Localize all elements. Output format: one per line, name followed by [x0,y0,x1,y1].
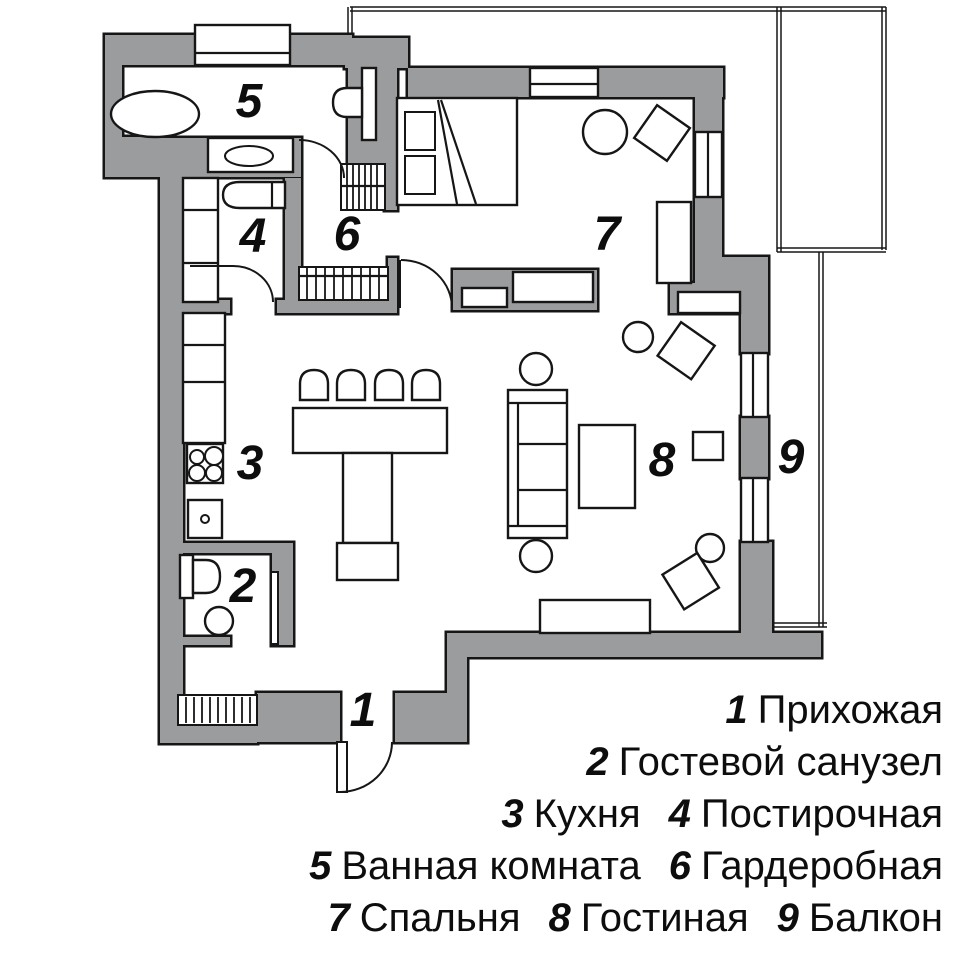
room-label-3: 3 [236,437,264,490]
armchair [658,322,715,379]
faucet [201,515,209,523]
bathroom-window [195,25,290,65]
bedroom-console [657,202,691,283]
wall-niche [678,292,740,313]
legend-row [309,736,943,788]
legend-num: 9 [776,896,799,940]
burner [190,450,204,464]
legend-name: Балкон [808,896,943,940]
bedroom-furniture [397,98,691,283]
legend-num: 1 [725,688,748,732]
laundry-fixtures [183,178,285,302]
burner [206,465,222,481]
pillow [405,112,435,150]
partition-niche [462,288,507,307]
living-window-1 [741,353,768,417]
legend-num: 4 [668,792,691,836]
table-pedestal [343,453,392,543]
legend-num: 6 [668,844,692,888]
bedroom-door-arc [401,260,452,308]
pouf [583,110,627,154]
kitchen-counter [183,313,225,443]
bathroom-sink [225,146,273,166]
room-label-5: 5 [235,75,263,128]
legend-row [309,840,943,892]
living-window-2 [741,478,768,542]
room-label-4: 4 [239,210,267,263]
burner [189,465,205,481]
legend-name: Кухня [533,792,641,836]
bathtub [111,91,199,137]
wc-door-leaf [271,572,278,644]
room-label-2: 2 [229,560,257,613]
legend-name: Гостевой санузел [618,740,943,784]
island-bar [293,408,447,453]
tv-sideboard [540,600,650,633]
laundry-door-arc [233,266,273,302]
bathroom-door-arc [299,140,344,178]
toilet-bathroom [333,88,362,117]
coffee-table [579,425,635,508]
legend-name: Ванная комната [341,844,641,888]
side-table [520,540,552,572]
stool [337,370,365,400]
toilet-tank [180,555,193,598]
washing-machine [223,182,285,208]
room-label-1: 1 [349,684,377,737]
legend-num: 5 [309,844,332,888]
small-table [693,432,723,460]
sofa [508,390,567,538]
legend-name: Спальня [359,896,521,940]
stool [412,370,440,400]
laundry-cabinet [183,178,218,302]
room-label-8: 8 [648,434,676,487]
legend-num: 3 [501,792,524,836]
bedroom-top-window [530,68,598,97]
stool [375,370,403,400]
room-label-9: 9 [777,431,805,484]
legend-row [309,788,943,840]
legend-num: 2 [586,740,609,784]
room-label-7: 7 [593,208,621,261]
kitchen-fixtures [183,313,447,580]
table-base [337,543,398,580]
legend [309,684,943,944]
legend-name: Гардеробная [701,844,943,888]
legend-row [309,684,943,736]
room-label-6: 6 [333,208,361,261]
pouf [623,322,653,352]
side-table [520,353,552,385]
burner [205,447,223,465]
tv-console [513,272,593,302]
legend-num: 8 [548,896,571,940]
armchair-bedroom [634,105,690,161]
pillow [405,156,435,194]
toilet-guest [193,560,220,593]
stool [300,370,328,400]
living-room-furniture [508,322,724,633]
toilet-cistern-niche [362,68,376,140]
legend-name: Прихожая [757,688,943,732]
legend-name: Гостиная [580,896,749,940]
legend-row [309,892,943,944]
legend-name: Постирочная [700,792,943,836]
legend-num: 7 [327,896,350,940]
